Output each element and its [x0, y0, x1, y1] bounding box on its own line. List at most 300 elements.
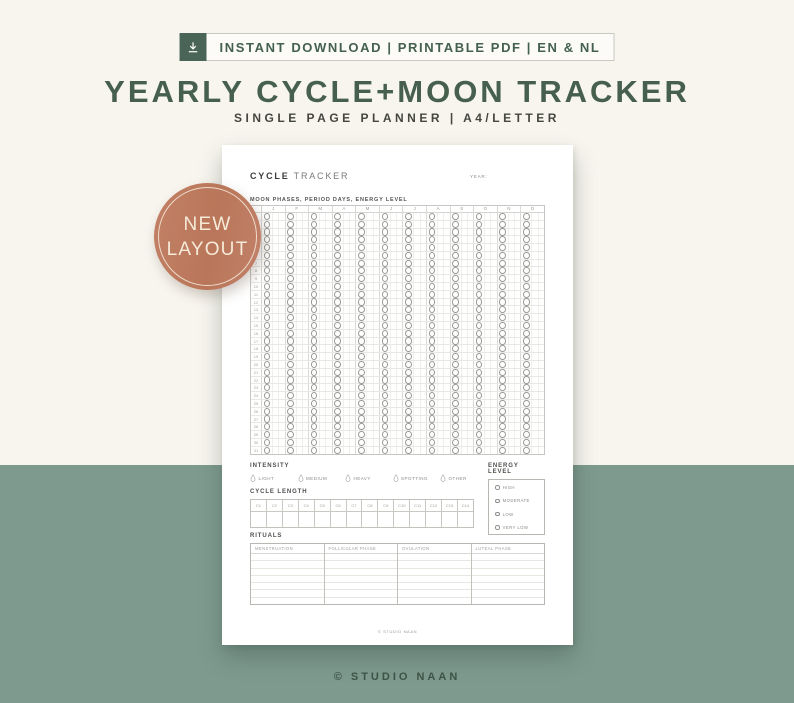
month-cell	[451, 229, 475, 236]
month-cell	[380, 322, 404, 329]
month-cell	[309, 267, 333, 274]
month-cell	[333, 408, 357, 415]
energy-cell	[443, 267, 449, 274]
month-cell	[356, 377, 380, 384]
energy-cell	[302, 252, 308, 259]
month-cell	[309, 299, 333, 306]
moon-phase-circle	[429, 244, 436, 251]
moon-phase-circle	[405, 314, 412, 321]
rituals-column-header: OVULATION	[398, 544, 471, 554]
month-cell	[380, 416, 404, 423]
energy-cell	[420, 314, 426, 321]
moon-phase-circle	[429, 252, 436, 259]
month-cell	[262, 252, 286, 259]
day-row	[251, 306, 544, 314]
month-cell	[262, 229, 286, 236]
month-cell	[309, 244, 333, 251]
energy-cell	[302, 400, 308, 407]
moon-phase-circle	[264, 221, 271, 228]
month-cell	[451, 431, 475, 438]
moon-phase-circle	[405, 244, 412, 251]
energy-cell	[325, 431, 331, 438]
energy-cell	[420, 408, 426, 415]
moon-phase-circle	[264, 408, 271, 415]
month-cell	[262, 291, 286, 298]
day-number: 17	[251, 338, 262, 345]
energy-cell	[490, 314, 496, 321]
moon-phase-circle	[287, 353, 294, 360]
month-cell	[498, 236, 522, 243]
moon-phase-circle	[523, 400, 530, 407]
moon-phase-circle	[476, 361, 483, 368]
energy-cell	[278, 267, 284, 274]
energy-cell	[490, 260, 496, 267]
month-cell	[521, 221, 544, 228]
moon-phase-circle	[311, 408, 318, 415]
ruled-line	[251, 598, 324, 604]
moon-phase-circle	[334, 384, 341, 391]
ruled-line	[398, 561, 471, 568]
day-number: 20	[251, 361, 262, 368]
day-number: 30	[251, 439, 262, 446]
month-cell	[356, 369, 380, 376]
energy-cell	[467, 260, 473, 267]
energy-cell	[302, 322, 308, 329]
month-cell	[403, 431, 427, 438]
moon-phase-circle	[264, 439, 271, 446]
moon-phase-circle	[429, 392, 436, 399]
month-cell	[427, 377, 451, 384]
energy-cell	[514, 299, 520, 306]
energy-cell	[514, 431, 520, 438]
cycle-value-cell	[347, 512, 363, 527]
moon-phase-circle	[452, 384, 459, 391]
energy-cell	[420, 221, 426, 228]
moon-phase-circle	[476, 252, 483, 259]
moon-phase-circle	[264, 361, 271, 368]
month-cell	[262, 283, 286, 290]
moon-phase-circle	[358, 306, 365, 313]
moon-phase-circle	[358, 431, 365, 438]
month-cell	[262, 408, 286, 415]
radio-circle-icon	[495, 512, 500, 517]
moon-phase-circle	[476, 423, 483, 430]
month-cell	[474, 275, 498, 282]
energy-cell	[467, 221, 473, 228]
ruled-line	[398, 576, 471, 583]
moon-phase-circle	[405, 221, 412, 228]
month-cell	[521, 439, 544, 446]
energy-cell	[420, 275, 426, 282]
energy-cell	[467, 338, 473, 345]
energy-cell	[278, 361, 284, 368]
moon-phase-circle	[405, 306, 412, 313]
month-cell	[262, 330, 286, 337]
moon-phase-circle	[405, 260, 412, 267]
month-cell	[451, 400, 475, 407]
month-cell	[498, 306, 522, 313]
energy-cell	[278, 306, 284, 313]
moon-phase-circle	[311, 213, 318, 220]
month-cell	[521, 322, 544, 329]
moon-phase-circle	[476, 228, 483, 235]
moon-phase-circle	[499, 322, 506, 329]
energy-cell	[514, 400, 520, 407]
month-cell	[286, 392, 310, 399]
ruled-line	[472, 576, 545, 583]
cycle-value-cell	[362, 512, 378, 527]
energy-cell	[538, 229, 544, 236]
month-cell	[474, 229, 498, 236]
month-cell	[474, 330, 498, 337]
energy-cell	[420, 369, 426, 376]
moon-phase-circle	[523, 252, 530, 259]
moon-phase-circle	[405, 439, 412, 446]
energy-cell	[396, 322, 402, 329]
energy-cell	[490, 400, 496, 407]
energy-cell	[396, 306, 402, 313]
energy-level-label: ENERGY LEVEL	[488, 463, 519, 475]
moon-phase-circle	[264, 260, 271, 267]
month-cell	[333, 299, 357, 306]
energy-cell	[349, 221, 355, 228]
month-cell	[356, 275, 380, 282]
moon-phase-circle	[334, 400, 341, 407]
energy-cell	[443, 353, 449, 360]
month-cell	[262, 345, 286, 352]
energy-cell	[467, 400, 473, 407]
month-cell	[356, 267, 380, 274]
month-cell	[474, 314, 498, 321]
energy-cell	[373, 229, 379, 236]
moon-phase-circle	[382, 408, 389, 415]
moon-phase-circle	[287, 260, 294, 267]
month-cell	[333, 447, 357, 454]
moon-phase-circle	[429, 447, 436, 454]
energy-cell	[349, 416, 355, 423]
energy-cell	[349, 267, 355, 274]
moon-phase-circle	[264, 298, 271, 305]
moon-phase-circle	[499, 408, 506, 415]
ruled-line	[398, 583, 471, 590]
month-cell	[498, 283, 522, 290]
moon-phase-circle	[523, 306, 530, 313]
month-cell	[451, 291, 475, 298]
moon-phase-circle	[452, 353, 459, 360]
month-cell	[380, 252, 404, 259]
month-cell	[380, 330, 404, 337]
moon-phase-circle	[499, 431, 506, 438]
month-cell	[427, 392, 451, 399]
moon-phase-circle	[476, 400, 483, 407]
month-cell	[403, 439, 427, 446]
month-cell	[309, 252, 333, 259]
month-cell	[451, 345, 475, 352]
energy-cell	[514, 345, 520, 352]
moon-phase-circle	[287, 283, 294, 290]
cycle-column-header: C11	[410, 500, 426, 512]
energy-cell	[443, 299, 449, 306]
month-cell	[403, 408, 427, 415]
moon-phase-circle	[429, 423, 436, 430]
energy-cell	[396, 275, 402, 282]
energy-cell	[349, 299, 355, 306]
moon-phase-circle	[405, 236, 412, 243]
moon-phase-circle	[476, 439, 483, 446]
month-cell	[498, 299, 522, 306]
energy-cell	[514, 361, 520, 368]
moon-phase-circle	[382, 384, 389, 391]
moon-phase-circle	[476, 314, 483, 321]
month-cell	[427, 361, 451, 368]
energy-cell	[373, 345, 379, 352]
moon-phase-circle	[264, 291, 271, 298]
moon-phase-circle	[476, 392, 483, 399]
month-cell	[498, 213, 522, 220]
energy-cell	[373, 260, 379, 267]
energy-cell	[278, 260, 284, 267]
moon-phase-circle	[523, 298, 530, 305]
month-cell	[427, 221, 451, 228]
month-cell	[498, 291, 522, 298]
moon-phase-circle	[499, 236, 506, 243]
energy-cell	[443, 275, 449, 282]
energy-cell	[467, 330, 473, 337]
energy-cell	[538, 377, 544, 384]
rituals-section	[250, 533, 545, 605]
month-cell	[403, 447, 427, 454]
month-header: S	[451, 206, 475, 212]
month-cell	[356, 236, 380, 243]
month-cell	[309, 431, 333, 438]
energy-level-box	[488, 479, 545, 535]
moon-phase-circle	[499, 228, 506, 235]
month-cell	[309, 283, 333, 290]
month-cell	[521, 314, 544, 321]
energy-cell	[420, 229, 426, 236]
energy-cell	[325, 439, 331, 446]
month-header: N	[498, 206, 522, 212]
month-cell	[333, 338, 357, 345]
energy-cell	[349, 439, 355, 446]
moon-phase-circle	[499, 423, 506, 430]
month-cell	[262, 260, 286, 267]
month-cell	[262, 221, 286, 228]
energy-cell	[373, 291, 379, 298]
moon-phase-circle	[382, 361, 389, 368]
radio-circle-icon	[495, 499, 500, 504]
energy-cell	[278, 229, 284, 236]
month-cell	[427, 283, 451, 290]
energy-cell	[278, 353, 284, 360]
month-cell	[403, 275, 427, 282]
month-cell	[403, 283, 427, 290]
energy-cell	[373, 431, 379, 438]
badge-line2: LAYOUT	[166, 238, 249, 260]
moon-phase-circle	[311, 400, 318, 407]
moon-phase-circle	[264, 400, 271, 407]
energy-cell	[420, 447, 426, 454]
month-cell	[286, 275, 310, 282]
moon-phase-circle	[287, 384, 294, 391]
month-cell	[356, 384, 380, 391]
rituals-column-header: LUTEAL PHASE	[472, 544, 545, 554]
day-number: 7	[251, 260, 262, 267]
moon-phase-circle	[334, 376, 341, 383]
energy-cell	[538, 260, 544, 267]
moon-phase-circle	[382, 322, 389, 329]
moon-phase-circle	[429, 353, 436, 360]
cycle-column-header: C12	[426, 500, 442, 512]
energy-cell	[443, 229, 449, 236]
month-cell	[262, 423, 286, 430]
energy-cell	[278, 392, 284, 399]
day-number: 13	[251, 306, 262, 313]
energy-cell	[349, 236, 355, 243]
moon-phase-circle	[358, 244, 365, 251]
planner-title	[250, 171, 349, 181]
moon-phase-circle	[264, 384, 271, 391]
energy-cell	[302, 416, 308, 423]
day-row	[251, 353, 544, 361]
month-header: F	[286, 206, 310, 212]
energy-cell	[420, 283, 426, 290]
moon-phase-circle	[264, 314, 271, 321]
moon-phase-circle	[429, 431, 436, 438]
energy-cell	[490, 353, 496, 360]
energy-cell	[467, 423, 473, 430]
energy-cell	[443, 244, 449, 251]
energy-cell	[420, 384, 426, 391]
moon-phase-circle	[358, 384, 365, 391]
day-row	[251, 229, 544, 237]
energy-cell	[325, 244, 331, 251]
energy-cell	[349, 322, 355, 329]
moon-phase-circle	[382, 236, 389, 243]
energy-cell	[302, 314, 308, 321]
month-cell	[333, 431, 357, 438]
moon-phase-circle	[476, 236, 483, 243]
energy-cell	[302, 260, 308, 267]
moon-phase-circle	[452, 275, 459, 282]
energy-cell	[467, 361, 473, 368]
energy-cell	[373, 408, 379, 415]
energy-cell	[490, 267, 496, 274]
energy-cell	[325, 377, 331, 384]
moon-phase-circle	[311, 260, 318, 267]
month-cell	[521, 229, 544, 236]
month-cell	[309, 213, 333, 220]
energy-cell	[396, 408, 402, 415]
moon-phase-circle	[264, 306, 271, 313]
energy-option	[495, 485, 544, 490]
month-cell	[286, 221, 310, 228]
energy-cell	[396, 447, 402, 454]
moon-phase-circle	[476, 260, 483, 267]
month-cell	[474, 213, 498, 220]
month-cell	[521, 244, 544, 251]
moon-phase-circle	[452, 252, 459, 259]
month-cell	[498, 314, 522, 321]
energy-cell	[373, 221, 379, 228]
month-cell	[403, 291, 427, 298]
month-cell	[521, 416, 544, 423]
energy-cell	[349, 244, 355, 251]
month-cell	[474, 299, 498, 306]
month-cell	[427, 291, 451, 298]
moon-phase-circle	[287, 415, 294, 422]
energy-cell	[373, 306, 379, 313]
month-cell	[262, 377, 286, 384]
month-cell	[427, 431, 451, 438]
moon-phase-circle	[264, 376, 271, 383]
intensity-option	[440, 474, 488, 482]
energy-cell	[302, 236, 308, 243]
energy-cell	[443, 361, 449, 368]
moon-phase-circle	[499, 376, 506, 383]
month-cell	[474, 400, 498, 407]
moon-phase-circle	[287, 291, 294, 298]
energy-cell	[373, 384, 379, 391]
month-cell	[380, 244, 404, 251]
energy-cell	[278, 447, 284, 454]
energy-cell	[373, 361, 379, 368]
moon-phase-circle	[405, 213, 412, 220]
month-cell	[498, 338, 522, 345]
energy-cell	[420, 213, 426, 220]
moon-phase-circle	[311, 369, 318, 376]
energy-cell	[302, 408, 308, 415]
energy-cell	[514, 221, 520, 228]
day-row	[251, 439, 544, 447]
energy-cell	[278, 345, 284, 352]
month-cell	[356, 314, 380, 321]
day-row	[251, 236, 544, 244]
energy-cell	[490, 345, 496, 352]
moon-phase-circle	[311, 415, 318, 422]
cycle-value-cell	[426, 512, 442, 527]
month-cell	[333, 314, 357, 321]
moon-phase-circle	[382, 283, 389, 290]
month-cell	[498, 221, 522, 228]
moon-phase-circle	[311, 423, 318, 430]
energy-cell	[325, 236, 331, 243]
day-row	[251, 213, 544, 221]
cycle-length-table	[250, 499, 474, 528]
month-cell	[498, 267, 522, 274]
energy-cell	[443, 338, 449, 345]
moon-phase-circle	[264, 244, 271, 251]
energy-cell	[349, 330, 355, 337]
cycle-column-header: C7	[347, 500, 363, 512]
month-cell	[333, 267, 357, 274]
moon-phase-circle	[358, 361, 365, 368]
month-cell	[451, 299, 475, 306]
moon-phase-circle	[382, 298, 389, 305]
moon-phase-circle	[499, 439, 506, 446]
month-cell	[403, 299, 427, 306]
month-cell	[262, 306, 286, 313]
ruled-line	[398, 590, 471, 597]
moon-phase-circle	[405, 447, 412, 454]
moon-phase-circle	[429, 283, 436, 290]
energy-cell	[373, 377, 379, 384]
moon-phase-circle	[476, 322, 483, 329]
moon-phase-circle	[311, 337, 318, 344]
rituals-column	[325, 544, 399, 604]
moon-phase-circle	[358, 236, 365, 243]
month-cell	[498, 423, 522, 430]
